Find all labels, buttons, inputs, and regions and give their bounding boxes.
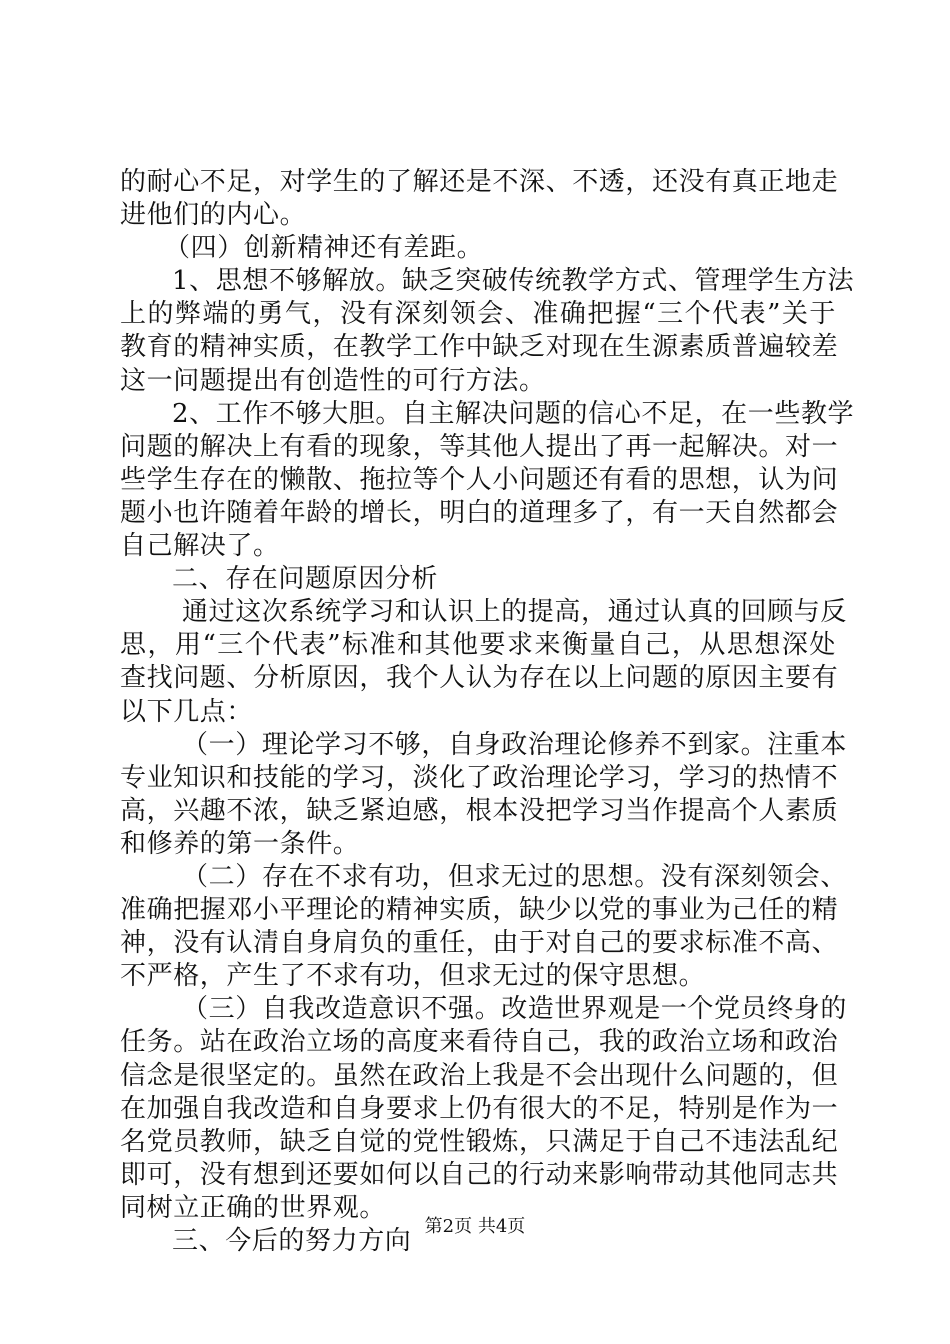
text-line: 不严格，产生了不求有功，但求无过的保守思想。	[120, 961, 706, 992]
text-line: （四）创新精神还有差距。	[164, 233, 484, 264]
text-line: 信念是很坚定的。虽然在政治上我是不会出现什么问题的，但	[120, 1060, 839, 1091]
text-line: 准确把握邓小平理论的精神实质，缺少以党的事业为己任的精	[120, 895, 839, 926]
page-footer: 第2页 共4页	[424, 1216, 526, 1237]
text-line: 神，没有认清自身肩负的重任，由于对自己的要求标准不高、	[120, 928, 839, 959]
text-line: 通过这次系统学习和认识上的提高，通过认真的回顾与反	[182, 597, 848, 628]
text-line: 2、工作不够大胆。自主解决问题的信心不足，在一些教学	[172, 398, 855, 429]
text-line: （一）理论学习不够，自身政治理论修养不到家。注重本	[182, 729, 848, 760]
text-line: 上的弊端的勇气，没有深刻领会、准确把握“三个代表”关于	[120, 299, 836, 330]
text-line: 二、存在问题原因分析	[172, 564, 439, 595]
text-line: 这一问题提出有创造性的可行方法。	[120, 365, 546, 396]
text-line: 思，用“三个代表”标准和其他要求来衡量自己，从思想深处	[120, 630, 836, 661]
text-line: （三）自我改造意识不强。改造世界观是一个党员终身的	[182, 994, 848, 1025]
text-line: 1、思想不够解放。缺乏突破传统教学方式、管理学生方法	[172, 266, 855, 297]
text-line: 进他们的内心。	[120, 200, 307, 231]
text-line: 查找问题、分析原因，我个人认为存在以上问题的原因主要有	[120, 663, 839, 694]
text-line: 和修养的第一条件。	[120, 828, 360, 859]
text-line: 同树立正确的世界观。	[120, 1192, 387, 1223]
text-line: 自己解决了。	[120, 531, 280, 562]
text-line: 高，兴趣不浓，缺乏紧迫感，根本没把学习当作提高个人素质	[120, 795, 839, 826]
text-line: 名党员教师，缺乏自觉的党性锻炼，只满足于自己不违法乱纪	[120, 1126, 839, 1157]
text-line: 三、今后的努力方向	[172, 1226, 412, 1256]
text-line: 教育的精神实质，在教学工作中缺乏对现在生源素质普遍较差	[120, 332, 839, 363]
text-line: 在加强自我改造和自身要求上仍有很大的不足，特别是作为一	[120, 1093, 839, 1124]
text-line: 问题的解决上有看的现象，等其他人提出了再一起解决。对一	[120, 431, 839, 462]
text-line: 的耐心不足，对学生的了解还是不深、不透，还没有真正地走	[120, 167, 839, 197]
text-line: 题小也许随着年龄的增长，明白的道理多了，有一天自然都会	[120, 497, 839, 528]
text-line: 即可，没有想到还要如何以自己的行动来影响带动其他同志共	[120, 1159, 839, 1190]
text-line: 以下几点：	[120, 696, 254, 727]
text-line: 些学生存在的懒散、拖拉等个人小问题还有看的思想，认为问	[120, 464, 839, 495]
document-body	[120, 166, 855, 1258]
text-line: 专业知识和技能的学习，淡化了政治理论学习，学习的热情不	[120, 762, 839, 793]
text-line: 任务。站在政治立场的高度来看待自己，我的政治立场和政治	[120, 1027, 839, 1058]
text-line: （二）存在不求有功，但求无过的思想。没有深刻领会、	[182, 861, 848, 892]
